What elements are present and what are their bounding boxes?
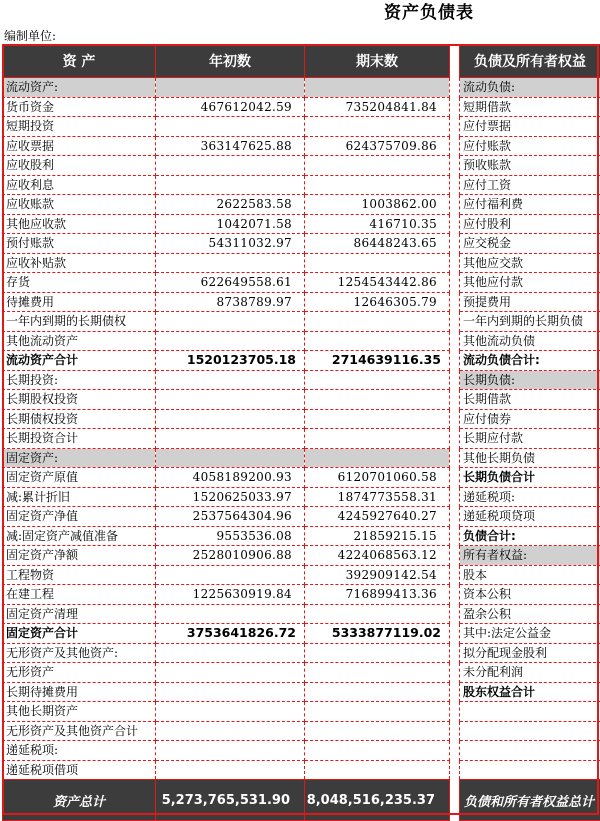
asset-item: 长期投资: (3, 370, 156, 390)
column-gap (450, 175, 460, 195)
column-gap (450, 448, 460, 468)
liability-item: 股东权益合计 (460, 682, 600, 702)
liability-item: 递延税项: (460, 487, 600, 507)
table-row (3, 507, 600, 527)
ending-value (305, 429, 450, 449)
header-row (3, 45, 600, 78)
asset-item: 固定资产净额 (3, 546, 156, 566)
table-row (3, 370, 600, 390)
preparing-unit-label: 编制单位: (4, 28, 56, 44)
beginning-value (156, 78, 305, 98)
column-gap (450, 292, 460, 312)
asset-item: 短期投资 (3, 117, 156, 137)
report-title: 资产负债表 (384, 0, 474, 26)
beginning-value: 2537564304.96 (156, 507, 305, 527)
asset-item: 减:累计折旧 (3, 487, 156, 507)
liability-item: 递延税项贷项 (460, 507, 600, 527)
table-row (3, 97, 600, 117)
ending-value: 2714639116.35 (305, 351, 450, 371)
beginning-value (156, 175, 305, 195)
asset-item: 固定资产原值 (3, 468, 156, 488)
beginning-value (156, 331, 305, 351)
beginning-value (156, 390, 305, 410)
column-gap (450, 331, 460, 351)
liability-item: 盈余公积 (460, 604, 600, 624)
column-gap (450, 468, 460, 488)
column-gap (450, 487, 460, 507)
ending-value (305, 643, 450, 663)
ending-value: 1874773558.31 (305, 487, 450, 507)
table-row (3, 468, 600, 488)
asset-item: 在建工程 (3, 585, 156, 605)
beginning-value (156, 312, 305, 332)
liability-item: 一年内到期的长期负债 (460, 312, 600, 332)
ending-value (305, 721, 450, 741)
ending-value (305, 409, 450, 429)
table-row (3, 721, 600, 741)
ending-value (305, 663, 450, 683)
ending-value: 86448243.65 (305, 234, 450, 254)
column-gap (450, 409, 460, 429)
liability-item (460, 721, 600, 741)
asset-item: 工程物资 (3, 565, 156, 585)
asset-item: 固定资产净值 (3, 507, 156, 527)
beginning-value: 2622583.58 (156, 195, 305, 215)
ending-value: 1003862.00 (305, 195, 450, 215)
header-assets: 资 产 (3, 45, 156, 78)
asset-item: 长期债权投资 (3, 409, 156, 429)
ending-value (305, 682, 450, 702)
asset-item: 应收股利 (3, 156, 156, 176)
asset-item: 其他长期资产 (3, 702, 156, 722)
liability-item: 应付账款 (460, 136, 600, 156)
ending-value (305, 760, 450, 780)
liability-item (460, 702, 600, 722)
column-gap (450, 429, 460, 449)
ending-value (305, 702, 450, 722)
column-gap (450, 702, 460, 722)
liability-item: 拟分配现金股利 (460, 643, 600, 663)
table-row (3, 448, 600, 468)
asset-item: 固定资产合计 (3, 624, 156, 644)
column-gap (450, 156, 460, 176)
asset-item: 长期股权投资 (3, 390, 156, 410)
table-row (3, 409, 600, 429)
table-row (3, 682, 600, 702)
beginning-value: 363147625.88 (156, 136, 305, 156)
beginning-value (156, 721, 305, 741)
total-assets-ending: 8,048,516,235.37 (305, 780, 450, 821)
asset-item: 存货 (3, 273, 156, 293)
ending-value: 624375709.86 (305, 136, 450, 156)
beginning-value (156, 156, 305, 176)
asset-item: 预付账款 (3, 234, 156, 254)
table-row (3, 390, 600, 410)
liability-item: 短期借款 (460, 97, 600, 117)
beginning-value: 3753641826.72 (156, 624, 305, 644)
liability-item: 应付债券 (460, 409, 600, 429)
ending-value (305, 117, 450, 137)
column-gap (450, 624, 460, 644)
liability-item: 股本 (460, 565, 600, 585)
balance-sheet-table (2, 44, 600, 821)
column-gap (450, 97, 460, 117)
asset-item: 待摊费用 (3, 292, 156, 312)
column-gap (450, 760, 460, 780)
total-liabilities-equity-label: 负债和所有者权益总计 (460, 780, 600, 821)
ending-value: 12646305.79 (305, 292, 450, 312)
liability-item: 其他流动负债 (460, 331, 600, 351)
asset-item: 长期待摊费用 (3, 682, 156, 702)
ending-value (305, 604, 450, 624)
asset-item: 应收账款 (3, 195, 156, 215)
asset-item: 流动资产合计 (3, 351, 156, 371)
liability-item: 预收账款 (460, 156, 600, 176)
column-gap (450, 390, 460, 410)
liability-item: 负债合计: (460, 526, 600, 546)
table-row (3, 741, 600, 761)
column-gap (450, 585, 460, 605)
header-beginning-balance: 年初数 (156, 45, 305, 78)
asset-item: 应收利息 (3, 175, 156, 195)
asset-item: 无形资产及其他资产合计 (3, 721, 156, 741)
table-row (3, 702, 600, 722)
beginning-value: 8738789.97 (156, 292, 305, 312)
table-row (3, 487, 600, 507)
table-row (3, 331, 600, 351)
beginning-value (156, 702, 305, 722)
table-row (3, 117, 600, 137)
beginning-value (156, 760, 305, 780)
table-row (3, 351, 600, 371)
liability-item: 流动负债合计: (460, 351, 600, 371)
beginning-value: 467612042.59 (156, 97, 305, 117)
ending-value: 5333877119.02 (305, 624, 450, 644)
column-gap (450, 78, 460, 98)
table-row (3, 273, 600, 293)
ending-value (305, 741, 450, 761)
column-gap (450, 117, 460, 137)
total-row (3, 780, 600, 821)
table-row (3, 760, 600, 780)
liability-item: 应付票据 (460, 117, 600, 137)
beginning-value (156, 663, 305, 683)
column-gap (450, 195, 460, 215)
column-gap (450, 721, 460, 741)
asset-item: 递延税项借项 (3, 760, 156, 780)
asset-item: 流动资产: (3, 78, 156, 98)
asset-item: 应收票据 (3, 136, 156, 156)
asset-item: 固定资产清理 (3, 604, 156, 624)
column-gap (450, 780, 460, 821)
column-gap (450, 351, 460, 371)
beginning-value (156, 429, 305, 449)
column-gap (450, 546, 460, 566)
beginning-value (156, 604, 305, 624)
ending-value (305, 448, 450, 468)
table-row (3, 136, 600, 156)
beginning-value (156, 253, 305, 273)
table-row (3, 156, 600, 176)
beginning-value: 2528010906.88 (156, 546, 305, 566)
beginning-value (156, 117, 305, 137)
beginning-value: 622649558.61 (156, 273, 305, 293)
column-gap (450, 253, 460, 273)
ending-value: 392909142.54 (305, 565, 450, 585)
liability-item: 资本公积 (460, 585, 600, 605)
beginning-value (156, 565, 305, 585)
beginning-value: 1042071.58 (156, 214, 305, 234)
liability-item: 其他应交款 (460, 253, 600, 273)
asset-item: 固定资产: (3, 448, 156, 468)
table-row (3, 253, 600, 273)
ending-value (305, 175, 450, 195)
asset-item: 减:固定资产减值准备 (3, 526, 156, 546)
column-gap (450, 45, 460, 78)
ending-value: 735204841.84 (305, 97, 450, 117)
liability-item (460, 741, 600, 761)
beginning-value: 1225630919.84 (156, 585, 305, 605)
beginning-value (156, 682, 305, 702)
column-gap (450, 604, 460, 624)
table-row (3, 312, 600, 332)
beginning-value (156, 643, 305, 663)
ending-value: 716899413.36 (305, 585, 450, 605)
column-gap (450, 136, 460, 156)
beginning-value: 4058189200.93 (156, 468, 305, 488)
beginning-value: 1520123705.18 (156, 351, 305, 371)
column-gap (450, 507, 460, 527)
table-row (3, 663, 600, 683)
beginning-value: 54311032.97 (156, 234, 305, 254)
asset-item: 应收补贴款 (3, 253, 156, 273)
beginning-value (156, 409, 305, 429)
liability-item: 长期负债: (460, 370, 600, 390)
beginning-value: 9553536.08 (156, 526, 305, 546)
asset-item: 无形资产 (3, 663, 156, 683)
header-liabilities-equity: 负债及所有者权益 (460, 45, 600, 78)
asset-item: 无形资产及其他资产: (3, 643, 156, 663)
table-row (3, 643, 600, 663)
asset-item: 一年内到期的长期债权 (3, 312, 156, 332)
liability-item: 长期负债合计 (460, 468, 600, 488)
liability-item: 所有者权益: (460, 546, 600, 566)
ending-value (305, 370, 450, 390)
column-gap (450, 273, 460, 293)
ending-value (305, 390, 450, 410)
beginning-value (156, 741, 305, 761)
liability-item: 流动负债: (460, 78, 600, 98)
beginning-value: 1520625033.97 (156, 487, 305, 507)
table-row (3, 234, 600, 254)
liability-item: 其他应付款 (460, 273, 600, 293)
asset-item: 长期投资合计 (3, 429, 156, 449)
table-row (3, 175, 600, 195)
column-gap (450, 643, 460, 663)
ending-value: 21859215.15 (305, 526, 450, 546)
ending-value: 6120701060.58 (305, 468, 450, 488)
liability-item: 未分配利润 (460, 663, 600, 683)
table-row (3, 526, 600, 546)
asset-item: 递延税项: (3, 741, 156, 761)
ending-value (305, 331, 450, 351)
ending-value (305, 156, 450, 176)
column-gap (450, 214, 460, 234)
liability-item: 应付工资 (460, 175, 600, 195)
asset-item: 其他流动资产 (3, 331, 156, 351)
column-gap (450, 565, 460, 585)
ending-value: 4245927640.27 (305, 507, 450, 527)
header-ending-balance: 期末数 (305, 45, 450, 78)
table-row (3, 195, 600, 215)
column-gap (450, 682, 460, 702)
liability-item: 长期应付款 (460, 429, 600, 449)
column-gap (450, 312, 460, 332)
liability-item: 长期借款 (460, 390, 600, 410)
table-row (3, 78, 600, 98)
liability-item: 预提费用 (460, 292, 600, 312)
asset-item: 货币资金 (3, 97, 156, 117)
liability-item: 应付福利费 (460, 195, 600, 215)
table-row (3, 292, 600, 312)
liability-item: 其他长期负债 (460, 448, 600, 468)
table-row (3, 604, 600, 624)
liability-item: 应交税金 (460, 234, 600, 254)
table-row (3, 546, 600, 566)
liability-item: 应付股利 (460, 214, 600, 234)
table-row (3, 585, 600, 605)
beginning-value (156, 370, 305, 390)
table-row (3, 214, 600, 234)
table-row (3, 429, 600, 449)
liability-item (460, 760, 600, 780)
ending-value (305, 253, 450, 273)
beginning-value (156, 448, 305, 468)
liability-item: 其中:法定公益金 (460, 624, 600, 644)
column-gap (450, 663, 460, 683)
asset-item: 其他应收款 (3, 214, 156, 234)
ending-value: 1254543442.86 (305, 273, 450, 293)
column-gap (450, 741, 460, 761)
column-gap (450, 234, 460, 254)
total-assets-label: 资产总计 (3, 780, 156, 821)
ending-value (305, 78, 450, 98)
column-gap (450, 370, 460, 390)
column-gap (450, 526, 460, 546)
table-row (3, 565, 600, 585)
ending-value: 4224068563.12 (305, 546, 450, 566)
ending-value (305, 312, 450, 332)
total-assets-beginning: 5,273,765,531.90 (156, 780, 305, 821)
table-row (3, 624, 600, 644)
ending-value: 416710.35 (305, 214, 450, 234)
